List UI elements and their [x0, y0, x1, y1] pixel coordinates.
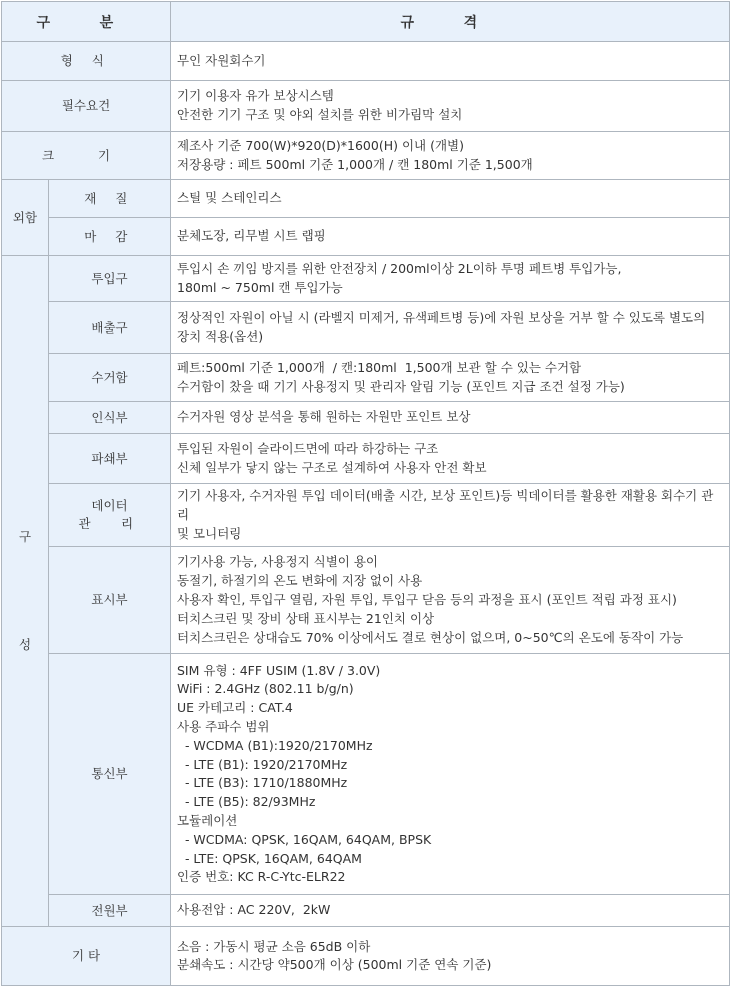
header-category-text: 구 분 — [36, 14, 136, 31]
row-value-size — [171, 132, 730, 180]
header-spec — [171, 2, 730, 42]
row-label-data-mgmt — [49, 484, 171, 547]
row-label-power: 전원부 — [49, 895, 171, 927]
table-row-display — [2, 547, 730, 654]
row-label-line: 데이터 — [91, 498, 128, 514]
row-value-recognition — [171, 402, 730, 434]
value-line: 투입시 손 끼임 방지를 위한 안전장치 / 200ml이상 2L이하 투명 페트병 투입가능, — [177, 260, 622, 276]
value-line: - WCDMA (B1):1920/2170MHz — [177, 737, 373, 753]
row-value-data-mgmt — [171, 484, 730, 547]
value-line: 페트:500ml 기준 1,000개 / 캔:180ml 1,500개 보관 할 수 있는 수거함 — [177, 359, 582, 375]
row-value-material — [171, 180, 730, 218]
row-value-inlet — [171, 256, 730, 302]
value-line: - WCDMA: QPSK, 16QAM, 64QAM, BPSK — [177, 831, 432, 847]
row-label-recognition: 인식부 — [49, 402, 171, 434]
row-value-display — [171, 547, 730, 654]
value-line: UE 카테고리 : CAT.4 — [177, 700, 293, 716]
header-spec-text: 규 격 — [400, 14, 500, 31]
value-line: - LTE (B3): 1710/1880MHz — [177, 775, 348, 791]
group-label-composition-char: 성 — [18, 637, 32, 653]
row-label-type — [2, 42, 171, 81]
table-row-finish — [2, 218, 730, 256]
row-label-material-text: 재 질 — [84, 190, 135, 206]
table-row-power — [2, 895, 730, 927]
group-label-spacer — [2, 546, 48, 636]
table-row-etc — [2, 927, 730, 986]
value-line: 사용전압 : AC 220V, 2kW — [177, 902, 331, 918]
value-line: 터치스크린은 상대습도 70% 이상에서도 결로 현상이 없으며, 0~50℃의 온도에 동작이 가능 — [177, 629, 684, 645]
row-label-finish — [49, 218, 171, 256]
group-label-exterior: 외함 — [2, 180, 49, 256]
value-line: 신체 일부가 닿지 않는 구조로 설계하여 사용자 안전 확보 — [177, 459, 487, 475]
value-line: 기기 이용자 유가 보상시스템 — [177, 88, 334, 104]
row-value-comm — [171, 654, 730, 895]
row-label-crusher: 파쇄부 — [49, 434, 171, 484]
table-row-crusher — [2, 434, 730, 484]
value-line: 안전한 기기 구조 및 야외 설치를 위한 비가림막 설치 — [177, 107, 463, 122]
value-line: 모듈레이션 — [177, 812, 238, 828]
row-value-required — [171, 81, 730, 132]
value-line: 수거자원 영상 분석을 통해 원하는 자원만 포인트 보상 — [177, 409, 471, 425]
value-line: 사용 주파수 범위 — [177, 719, 270, 734]
table-row-data-mgmt — [2, 484, 730, 547]
value-line: 소음 : 가동시 평균 소음 65dB 이하 — [177, 938, 371, 954]
value-line: 인증 번호: KC R-C-Ytc-ELR22 — [177, 869, 346, 885]
group-label-composition — [2, 256, 49, 927]
row-value-etc — [171, 927, 730, 986]
row-label-outlet: 배출구 — [49, 302, 171, 354]
table-row-type — [2, 42, 730, 81]
row-label-etc: 기 타 — [2, 927, 171, 986]
value-line: WiFi : 2.4GHz (802.11 b/g/n) — [177, 681, 354, 697]
row-label-comm: 통신부 — [49, 654, 171, 895]
header-category — [2, 2, 171, 42]
row-label-size-text: 크 기 — [41, 147, 131, 163]
value-line: 분쇄속도 : 시간당 약500개 이상 (500ml 기준 연속 기준) — [177, 957, 492, 973]
table-row-inlet — [2, 256, 730, 302]
table-row-required — [2, 81, 730, 132]
value-line: - LTE (B5): 82/93MHz — [177, 794, 316, 810]
table-row-recognition — [2, 402, 730, 434]
table-row-bin — [2, 354, 730, 402]
row-label-inlet: 투입구 — [49, 256, 171, 302]
value-line: 기기 사용자, 수거자원 투입 데이터(배출 시간, 보상 포인트)등 빅데이터를 활용한 재활용 회수기 관리 — [177, 488, 714, 522]
value-line: 분체도장, 리무벌 시트 랩핑 — [177, 228, 326, 244]
header-row — [2, 2, 730, 42]
row-label-size — [2, 132, 171, 180]
row-value-bin — [171, 354, 730, 402]
value-line: 장치 적용(옵션) — [177, 328, 264, 344]
value-line: 저장용량 : 페트 500ml 기준 1,000개 / 캔 180ml 기준 1,500개 — [177, 156, 533, 172]
row-label-material — [49, 180, 171, 218]
row-label-type-text: 형 식 — [60, 53, 112, 68]
row-label-finish-text: 마 감 — [84, 228, 135, 244]
value-line: 터치스크린 및 장비 상태 표시부는 21인치 이상 — [177, 610, 435, 626]
table-row-size — [2, 132, 730, 180]
table-row-material — [2, 180, 730, 218]
row-value-power — [171, 895, 730, 927]
value-line: 및 모니터링 — [177, 525, 242, 541]
value-line: 180ml ~ 750ml 캔 투입가능 — [177, 279, 343, 295]
row-value-finish — [171, 218, 730, 256]
value-line: - LTE: QPSK, 16QAM, 64QAM — [177, 850, 362, 866]
row-label-required: 필수요건 — [2, 81, 171, 132]
row-label-line: 관 리 — [78, 516, 141, 532]
group-label-composition-char: 구 — [18, 529, 32, 545]
spec-table — [1, 1, 730, 986]
row-label-display: 표시부 — [49, 547, 171, 654]
value-line: 동절기, 하절기의 온도 변화에 지장 없이 사용 — [177, 573, 423, 589]
row-value-outlet — [171, 302, 730, 354]
value-line: 투입된 자원이 슬라이드면에 따라 하강하는 구조 — [177, 440, 439, 456]
row-label-bin: 수거함 — [49, 354, 171, 402]
row-value-crusher — [171, 434, 730, 484]
value-line: 정상적인 자원이 아닐 시 (라벨지 미제거, 유색페트병 등)에 자원 보상을 거부 할 수 있도록 별도의 — [177, 309, 706, 325]
row-value-type — [171, 42, 730, 81]
value-line: 수거함이 찼을 때 기기 사용정지 및 관리자 알림 기능 (포인트 지급 조건 설정 가능) — [177, 378, 625, 394]
table-row-outlet — [2, 302, 730, 354]
value-line: 스틸 및 스테인리스 — [177, 190, 282, 206]
value-line: 사용자 확인, 투입구 열림, 자원 투입, 투입구 닫음 등의 과정을 표시 (포인트 적립 과정 표시) — [177, 591, 677, 607]
value-line: 기기사용 가능, 사용정지 식별이 용이 — [177, 554, 378, 570]
value-line: 무인 자원회수기 — [177, 52, 266, 68]
table-row-comm — [2, 654, 730, 895]
value-line: - LTE (B1): 1920/2170MHz — [177, 756, 348, 772]
value-line: SIM 유형 : 4FF USIM (1.8V / 3.0V) — [177, 662, 381, 678]
value-line: 제조사 기준 700(W)*920(D)*1600(H) 이내 (개별) — [177, 137, 464, 153]
